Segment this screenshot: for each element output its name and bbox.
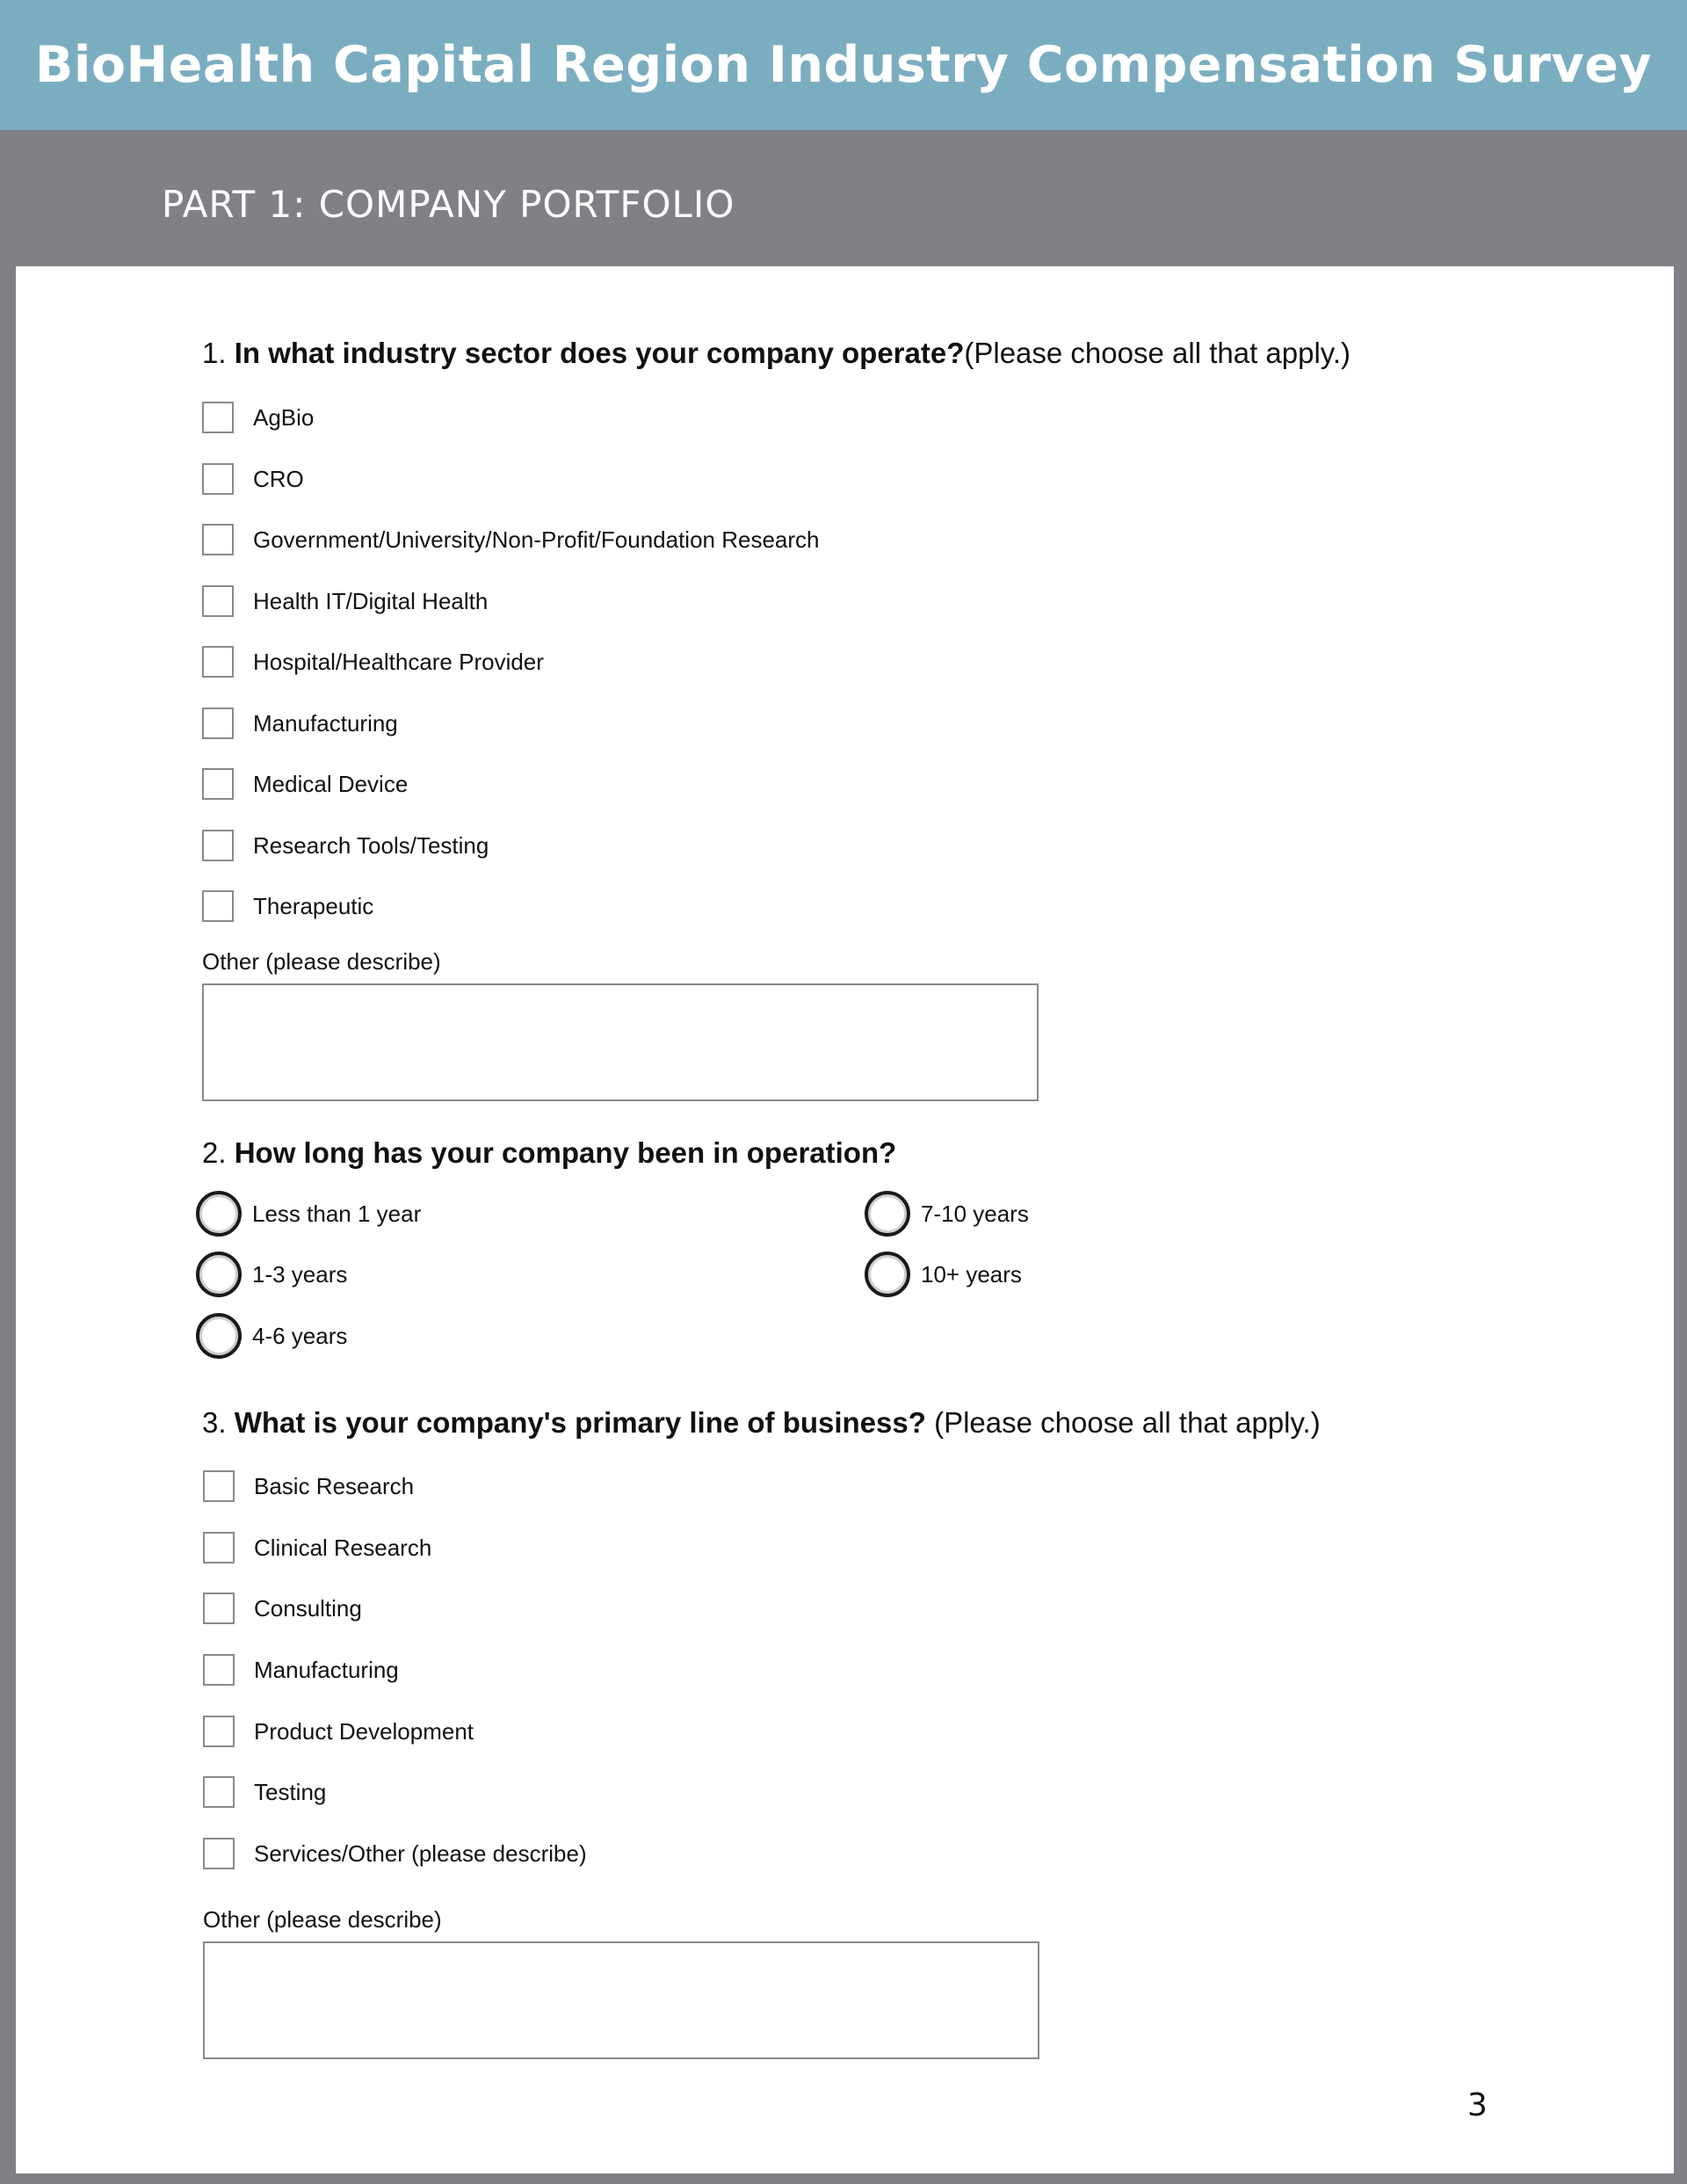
checkbox[interactable] xyxy=(203,1716,235,1747)
option-label: Clinical Research xyxy=(254,1534,432,1561)
radio-button[interactable] xyxy=(865,1191,910,1237)
question-2 xyxy=(202,1136,896,1170)
radio-option-7-10-years[interactable] xyxy=(865,1191,1029,1237)
q3-other-textbox[interactable] xyxy=(203,1941,1039,2059)
checkbox-option-hospital[interactable] xyxy=(202,646,544,678)
checkbox-option-basic-research[interactable] xyxy=(203,1470,414,1502)
radio-button[interactable] xyxy=(196,1252,242,1297)
checkbox[interactable] xyxy=(202,402,234,433)
option-label: Research Tools/Testing xyxy=(253,831,489,859)
radio-option-less-than-1-year[interactable] xyxy=(196,1191,421,1237)
question-1-number: 1. xyxy=(202,337,227,369)
section-bar xyxy=(0,130,1687,266)
checkbox-option-agbio[interactable] xyxy=(202,402,314,433)
question-1-text: In what industry sector does your company operate? xyxy=(234,337,965,369)
question-1-hint: (Please choose all that apply.) xyxy=(964,337,1351,369)
checkbox[interactable] xyxy=(202,463,234,495)
form-sheet xyxy=(16,266,1674,2173)
option-label: CRO xyxy=(253,465,304,492)
q3-other-label: Other (please describe) xyxy=(203,1906,442,1933)
option-label: Consulting xyxy=(254,1594,362,1622)
radio-button[interactable] xyxy=(865,1252,910,1297)
option-label: Government/University/Non-Profit/Foundation Research xyxy=(253,526,820,553)
question-3-hint: (Please choose all that apply.) xyxy=(934,1406,1321,1439)
option-label: 10+ years xyxy=(921,1260,1022,1288)
radio-option-1-3-years[interactable] xyxy=(196,1252,347,1297)
checkbox-option-services-other[interactable] xyxy=(203,1838,587,1869)
checkbox-option-therapeutic[interactable] xyxy=(202,890,373,922)
question-2-number: 2. xyxy=(202,1136,227,1169)
option-label: AgBio xyxy=(253,403,315,431)
title-bar xyxy=(0,0,1687,130)
checkbox-option-health-it[interactable] xyxy=(202,585,488,617)
radio-option-4-6-years[interactable] xyxy=(196,1313,347,1359)
option-label: 1-3 years xyxy=(252,1260,348,1288)
checkbox[interactable] xyxy=(203,1654,235,1686)
checkbox-option-cro[interactable] xyxy=(202,463,304,495)
option-label: 7-10 years xyxy=(921,1200,1029,1227)
option-label: Hospital/Healthcare Provider xyxy=(253,648,544,675)
checkbox-option-clinical-research[interactable] xyxy=(203,1532,431,1564)
option-label: Manufacturing xyxy=(253,709,398,736)
section-title: PART 1: COMPANY PORTFOLIO xyxy=(162,183,735,226)
checkbox-option-product-development[interactable] xyxy=(203,1716,474,1747)
option-label: Manufacturing xyxy=(254,1656,399,1683)
checkbox[interactable] xyxy=(202,830,234,861)
option-label: 4-6 years xyxy=(252,1322,348,1349)
checkbox[interactable] xyxy=(202,646,234,678)
option-label: Product Development xyxy=(254,1717,474,1745)
checkbox-option-testing[interactable] xyxy=(203,1776,326,1808)
checkbox[interactable] xyxy=(202,707,234,739)
option-label: Therapeutic xyxy=(253,892,374,919)
checkbox[interactable] xyxy=(203,1838,235,1869)
question-3 xyxy=(202,1406,1321,1440)
checkbox[interactable] xyxy=(202,585,234,617)
option-label: Testing xyxy=(254,1778,327,1805)
checkbox[interactable] xyxy=(203,1776,235,1808)
checkbox-option-manufacturing-business[interactable] xyxy=(203,1654,399,1686)
checkbox[interactable] xyxy=(203,1593,235,1624)
page-title: BioHealth Capital Region Industry Compensation Survey xyxy=(34,36,1653,94)
q1-other-textbox[interactable] xyxy=(202,983,1039,1101)
option-label: Less than 1 year xyxy=(252,1200,422,1227)
q1-other-label: Other (please describe) xyxy=(202,948,441,975)
checkbox-option-consulting[interactable] xyxy=(203,1593,362,1624)
checkbox-option-research-tools[interactable] xyxy=(202,830,489,861)
question-3-text: What is your company's primary line of business? xyxy=(234,1406,926,1439)
question-2-text: How long has your company been in operation? xyxy=(234,1136,897,1169)
checkbox-option-government-research[interactable] xyxy=(202,524,820,555)
page-number: 3 xyxy=(1467,2087,1488,2123)
radio-button[interactable] xyxy=(196,1191,242,1237)
checkbox[interactable] xyxy=(203,1470,235,1502)
option-label: Services/Other (please describe) xyxy=(254,1839,587,1867)
radio-button[interactable] xyxy=(196,1313,242,1359)
option-label: Medical Device xyxy=(253,770,409,797)
checkbox-option-medical-device[interactable] xyxy=(202,768,408,800)
option-label: Basic Research xyxy=(254,1472,415,1499)
checkbox[interactable] xyxy=(202,524,234,555)
question-3-number: 3. xyxy=(202,1406,227,1439)
radio-option-10-plus-years[interactable] xyxy=(865,1252,1022,1297)
checkbox-option-manufacturing[interactable] xyxy=(202,707,398,739)
checkbox[interactable] xyxy=(202,768,234,800)
option-label: Health IT/Digital Health xyxy=(253,587,489,614)
question-1 xyxy=(202,337,1350,370)
checkbox[interactable] xyxy=(202,890,234,922)
checkbox[interactable] xyxy=(203,1532,235,1564)
